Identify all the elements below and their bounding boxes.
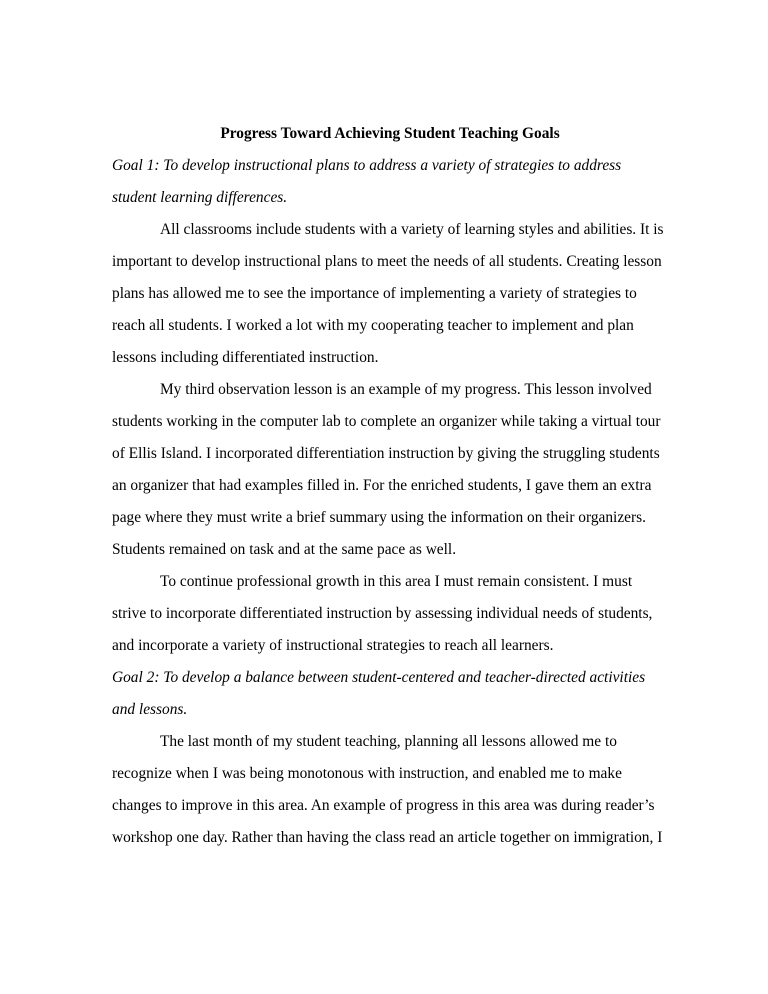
goal-1-paragraph-1: All classrooms include students with a variety of learning styles and abilities. It is important to develop instructional plans to meet the needs of all students. Creating lesson plans has allowed me to see the importance of implementing a variety of strategies to reach all students. I worked a lot with my cooperating teacher to implement and plan lessons including differentiated instruction. (112, 221, 664, 366)
goal-2-heading: Goal 2: To develop a balance between student-centered and teacher-directed activities and lessons. (112, 669, 646, 718)
goal-2-paragraph-1: The last month of my student teaching, planning all lessons allowed me to recognize when I was being monotonous with instruction, and enabled me to make changes to improve in this area. An example of progress in this area was during reader’s workshop one day. Rather than having the class read an article together on immigration, I (112, 733, 663, 846)
document-title: Progress Toward Achieving Student Teaching Goals (220, 125, 560, 142)
goal-1-heading: Goal 1: To develop instructional plans to address a variety of strategies to address student learning differences. (112, 157, 622, 206)
document-body (112, 118, 668, 854)
goal-1-paragraph-2: My third observation lesson is an example of my progress. This lesson involved students working in the computer lab to complete an organizer while taking a virtual tour of Ellis Island. I incorporated differentiation instruction by giving the struggling students an organizer that had examples filled in. For the enriched students, I gave them an extra page where they must write a brief summary using the information on their organizers. Students remained on task and at the same pace as well. (112, 381, 661, 558)
goal-1-paragraph-3: To continue professional growth in this area I must remain consistent. I must strive to incorporate differentiated instruction by assessing individual needs of students, and incorporate a variety of instructional strategies to reach all learners. (112, 573, 653, 654)
